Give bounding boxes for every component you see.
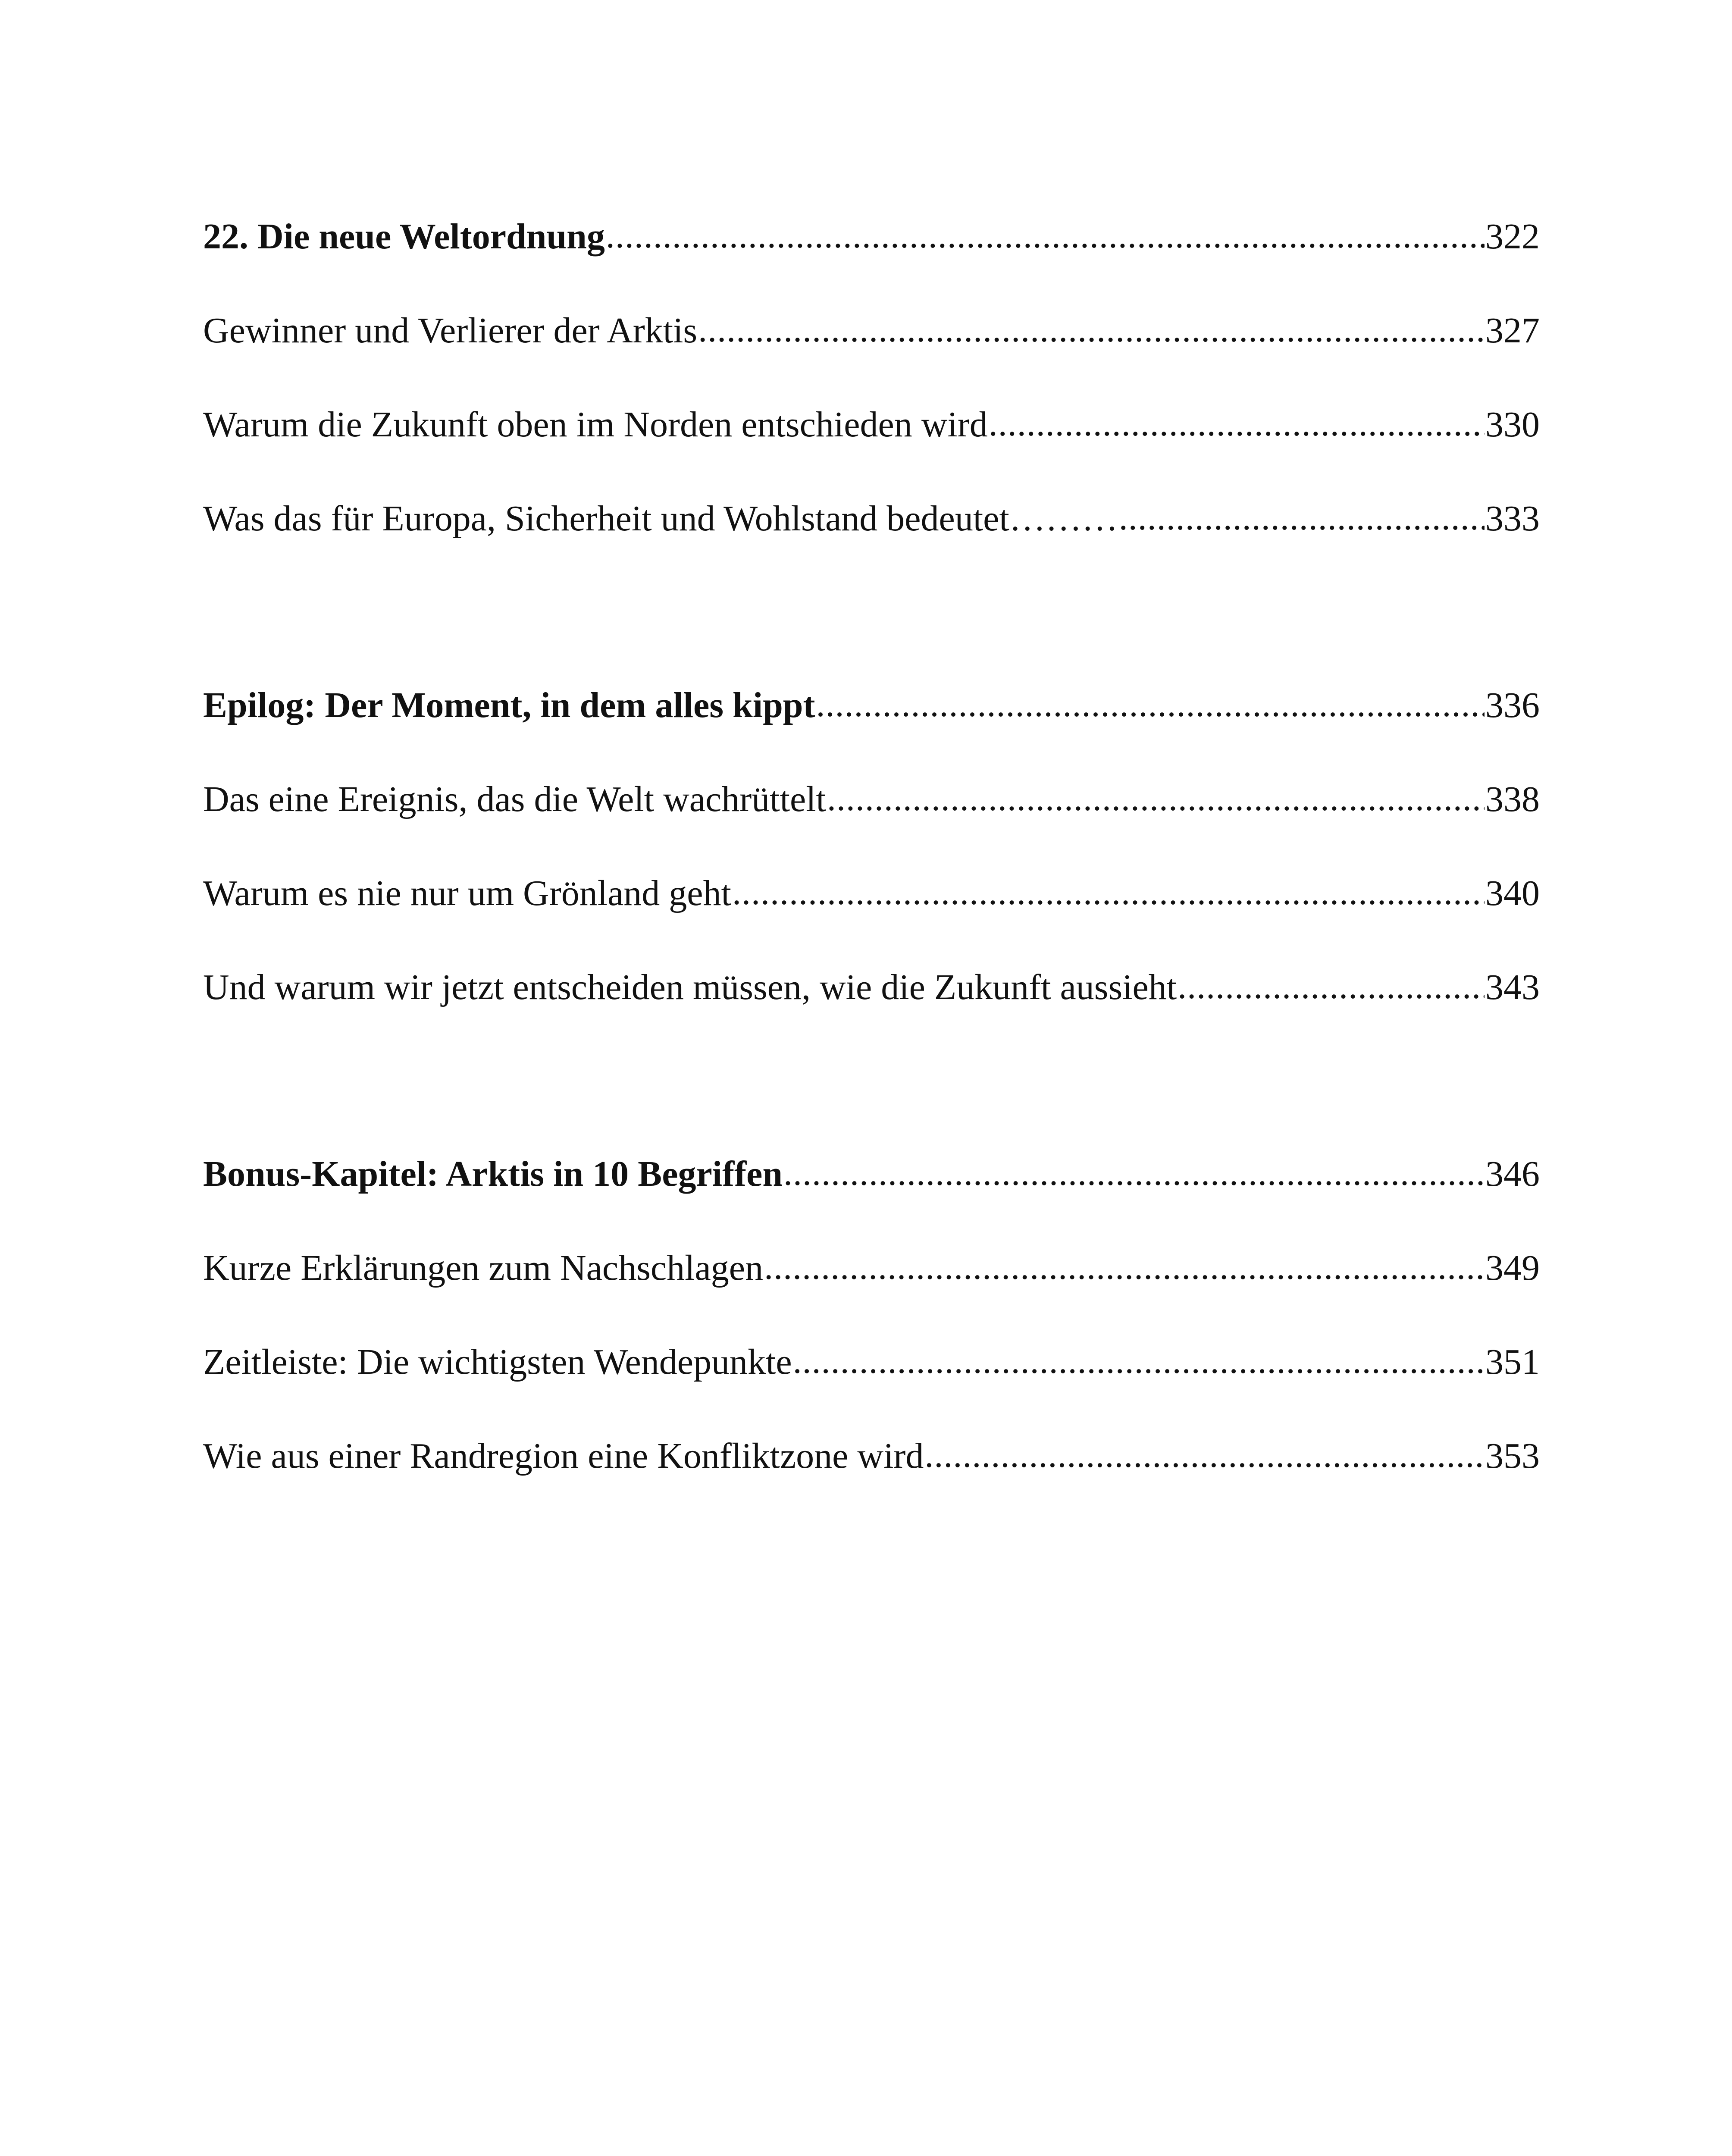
dot-leader bbox=[698, 283, 1485, 377]
toc-entry-title: Kurze Erklärungen zum Nachschlagen bbox=[203, 1248, 764, 1288]
toc-entry-title: Und warum wir jetzt entscheiden müssen, wie die Zukunft aussieht bbox=[203, 967, 1177, 1007]
toc-entry-title: Das eine Ereignis, das die Welt wachrüttelt bbox=[203, 779, 826, 819]
toc-page-number: 340 bbox=[1485, 873, 1540, 913]
dot-leader bbox=[764, 1220, 1485, 1314]
toc-page-number: 349 bbox=[1485, 1248, 1540, 1288]
dot-leader bbox=[606, 189, 1485, 283]
toc-page-number: 343 bbox=[1485, 967, 1540, 1007]
toc-subentry[interactable] bbox=[203, 472, 1540, 566]
toc-chapter-entry[interactable] bbox=[203, 190, 1540, 284]
toc-section-epilog bbox=[203, 658, 1540, 1034]
toc-entry-title: Wie aus einer Randregion eine Konfliktzone wird bbox=[203, 1436, 924, 1476]
toc-subentry[interactable] bbox=[203, 284, 1540, 378]
dot-leader bbox=[827, 752, 1485, 846]
toc-page-number: 338 bbox=[1485, 779, 1540, 819]
toc-subentry[interactable] bbox=[203, 940, 1540, 1034]
dot-leader bbox=[783, 1126, 1485, 1220]
toc-entry-title: Epilog: Der Moment, in dem alles kippt bbox=[203, 685, 815, 725]
table-of-contents bbox=[203, 190, 1540, 1596]
dot-leader bbox=[816, 658, 1485, 752]
toc-subentry[interactable] bbox=[203, 846, 1540, 940]
toc-page-number: 330 bbox=[1485, 404, 1540, 445]
toc-entry-title: 22. Die neue Weltordnung bbox=[203, 216, 605, 257]
toc-subentry[interactable] bbox=[203, 1409, 1540, 1503]
toc-page-number: 322 bbox=[1485, 216, 1540, 257]
toc-chapter-entry[interactable] bbox=[203, 658, 1540, 752]
toc-subentry[interactable] bbox=[203, 378, 1540, 472]
toc-page-number: 346 bbox=[1485, 1154, 1540, 1194]
toc-page-number: 327 bbox=[1485, 310, 1540, 351]
toc-subentry[interactable] bbox=[203, 752, 1540, 846]
toc-section-bonus bbox=[203, 1127, 1540, 1503]
dot-leader bbox=[1178, 940, 1485, 1034]
dot-leader bbox=[732, 846, 1485, 940]
toc-entry-title: Was das für Europa, Sicherheit und Wohlstand bedeutet……… bbox=[203, 498, 1118, 539]
toc-subentry[interactable] bbox=[203, 1315, 1540, 1409]
dot-leader bbox=[793, 1314, 1485, 1408]
toc-page-number: 353 bbox=[1485, 1436, 1540, 1476]
toc-section-weltordnung bbox=[203, 190, 1540, 566]
dot-leader bbox=[989, 377, 1485, 471]
toc-entry-title: Warum die Zukunft oben im Norden entschieden wird bbox=[203, 404, 988, 445]
dot-leader bbox=[1119, 471, 1485, 565]
toc-entry-title: Bonus-Kapitel: Arktis in 10 Begriffen bbox=[203, 1154, 783, 1194]
toc-entry-title: Warum es nie nur um Grönland geht bbox=[203, 873, 731, 913]
toc-page-number: 333 bbox=[1485, 498, 1540, 539]
toc-chapter-entry[interactable] bbox=[203, 1127, 1540, 1221]
toc-page-number: 336 bbox=[1485, 685, 1540, 725]
dot-leader bbox=[924, 1408, 1485, 1502]
toc-entry-title: Zeitleiste: Die wichtigsten Wendepunkte bbox=[203, 1342, 792, 1382]
toc-subentry[interactable] bbox=[203, 1221, 1540, 1315]
toc-entry-title: Gewinner und Verlierer der Arktis bbox=[203, 310, 698, 351]
toc-page-number: 351 bbox=[1485, 1342, 1540, 1382]
